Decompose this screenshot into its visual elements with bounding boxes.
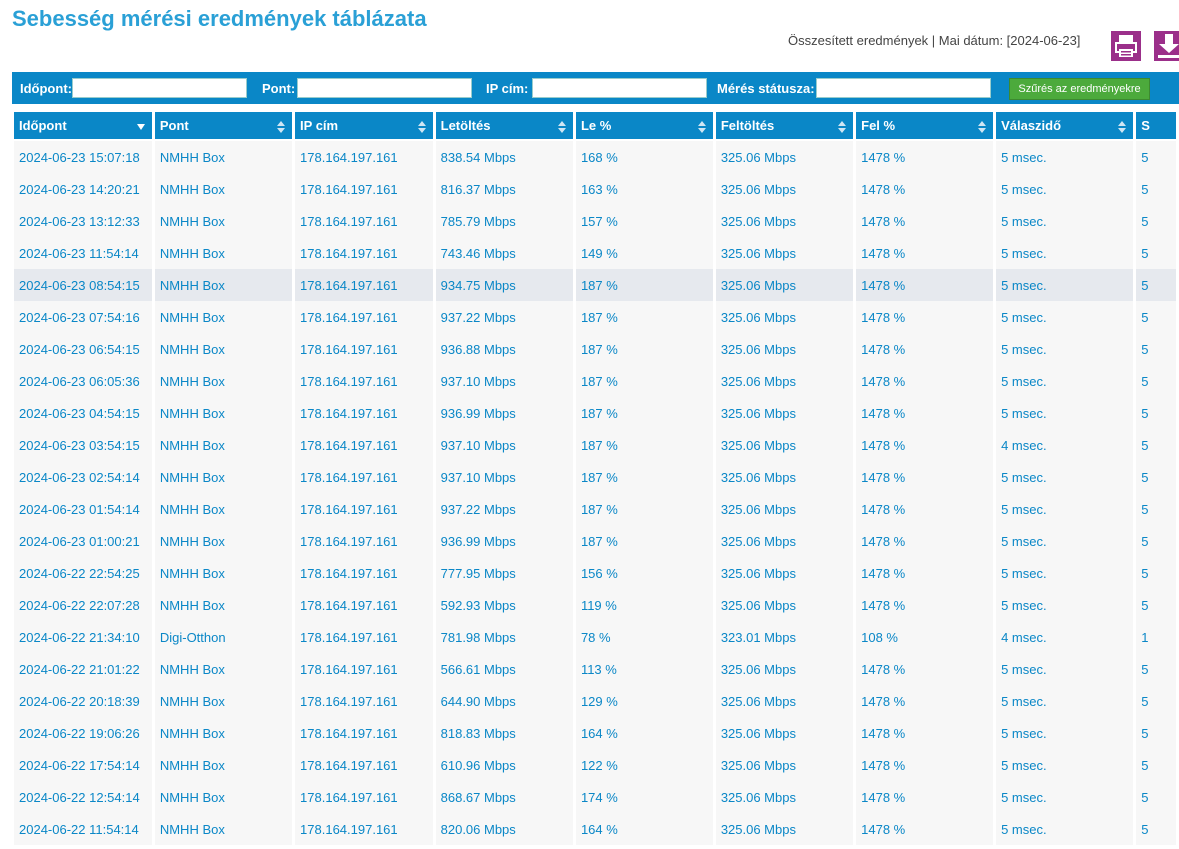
table-row[interactable] [14,717,1176,749]
column-header-label: Válaszidő [1001,118,1062,133]
cell-upload: 325.06 Mbps [716,813,853,845]
cell-status: 5 [1136,429,1176,461]
cell-upload: 325.06 Mbps [716,141,853,173]
cell-download: 936.88 Mbps [436,333,573,365]
table-row[interactable] [14,141,1176,173]
filter-ip-input[interactable] [532,78,707,98]
column-header-status[interactable] [1136,112,1176,141]
cell-status: 5 [1136,749,1176,781]
cell-ip: 178.164.197.161 [295,589,433,621]
cell-up-pct: 1478 % [856,173,993,205]
cell-status: 5 [1136,333,1176,365]
cell-latency: 5 msec. [996,269,1133,301]
table-row[interactable] [14,237,1176,269]
cell-ip: 178.164.197.161 [295,269,433,301]
cell-upload: 325.06 Mbps [716,557,853,589]
table-row[interactable] [14,429,1176,461]
sort-arrows-icon[interactable] [837,120,847,134]
cell-upload: 325.06 Mbps [716,173,853,205]
download-icon[interactable] [1153,30,1179,62]
cell-latency: 4 msec. [996,429,1133,461]
cell-down-pct: 187 % [576,493,713,525]
cell-latency: 5 msec. [996,525,1133,557]
cell-latency: 5 msec. [996,685,1133,717]
cell-down-pct: 187 % [576,365,713,397]
cell-time: 2024-06-23 02:54:14 [14,461,152,493]
cell-ip: 178.164.197.161 [295,365,433,397]
cell-ip: 178.164.197.161 [295,173,433,205]
cell-up-pct: 1478 % [856,653,993,685]
cell-status: 5 [1136,781,1176,813]
cell-up-pct: 1478 % [856,461,993,493]
cell-status: 5 [1136,301,1176,333]
cell-download: 566.61 Mbps [436,653,573,685]
cell-down-pct: 156 % [576,557,713,589]
cell-download: 610.96 Mbps [436,749,573,781]
cell-time: 2024-06-23 04:54:15 [14,397,152,429]
cell-status: 5 [1136,525,1176,557]
cell-down-pct: 119 % [576,589,713,621]
column-header-up-pct[interactable] [856,112,993,141]
cell-down-pct: 168 % [576,141,713,173]
cell-ip: 178.164.197.161 [295,237,433,269]
cell-down-pct: 187 % [576,397,713,429]
cell-download: 937.10 Mbps [436,429,573,461]
cell-status: 5 [1136,365,1176,397]
sort-arrows-icon[interactable] [977,120,987,134]
table-row[interactable] [14,269,1176,301]
cell-download: 936.99 Mbps [436,525,573,557]
cell-latency: 5 msec. [996,781,1133,813]
cell-point: NMHH Box [155,237,292,269]
cell-time: 2024-06-23 03:54:15 [14,429,152,461]
cell-point: NMHH Box [155,717,292,749]
cell-download: 785.79 Mbps [436,205,573,237]
table-row[interactable] [14,653,1176,685]
cell-time: 2024-06-23 08:54:15 [14,269,152,301]
table-row[interactable] [14,525,1176,557]
cell-ip: 178.164.197.161 [295,749,433,781]
cell-up-pct: 1478 % [856,557,993,589]
cell-time: 2024-06-23 14:20:21 [14,173,152,205]
cell-upload: 325.06 Mbps [716,333,853,365]
column-header-label: Le % [580,118,612,133]
cell-time: 2024-06-22 17:54:14 [14,749,152,781]
cell-down-pct: 164 % [576,813,713,845]
table-row[interactable] [14,557,1176,589]
cell-upload: 325.06 Mbps [716,781,853,813]
cell-download: 936.99 Mbps [436,397,573,429]
cell-ip: 178.164.197.161 [295,493,433,525]
cell-ip: 178.164.197.161 [295,717,433,749]
cell-ip: 178.164.197.161 [295,781,433,813]
table-row[interactable] [14,397,1176,429]
cell-upload: 325.06 Mbps [716,301,853,333]
cell-time: 2024-06-23 15:07:18 [14,141,152,173]
cell-upload: 325.06 Mbps [716,749,853,781]
cell-point: NMHH Box [155,333,292,365]
column-header-label: S [1141,118,1150,133]
cell-status: 5 [1136,173,1176,205]
cell-latency: 5 msec. [996,237,1133,269]
column-header-label: Fel % [861,118,896,133]
cell-ip: 178.164.197.161 [295,205,433,237]
cell-down-pct: 187 % [576,525,713,557]
cell-ip: 178.164.197.161 [295,813,433,845]
cell-download: 937.10 Mbps [436,365,573,397]
cell-point: NMHH Box [155,173,292,205]
cell-point: NMHH Box [155,205,292,237]
cell-status: 5 [1136,237,1176,269]
cell-down-pct: 129 % [576,685,713,717]
page-title: Sebesség mérési eredmények táblázata [12,6,427,31]
table-header-row [14,112,1176,141]
cell-time: 2024-06-22 22:07:28 [14,589,152,621]
cell-down-pct: 157 % [576,205,713,237]
cell-upload: 325.06 Mbps [716,717,853,749]
cell-point: NMHH Box [155,749,292,781]
filter-point-input[interactable] [297,78,472,98]
sort-arrows-icon[interactable] [557,120,567,134]
table-row[interactable] [14,461,1176,493]
cell-time: 2024-06-22 22:54:25 [14,557,152,589]
cell-time: 2024-06-23 01:54:14 [14,493,152,525]
table-row[interactable] [14,781,1176,813]
cell-download: 820.06 Mbps [436,813,573,845]
cell-latency: 5 msec. [996,653,1133,685]
cell-time: 2024-06-22 19:06:26 [14,717,152,749]
cell-status: 5 [1136,557,1176,589]
cell-latency: 5 msec. [996,301,1133,333]
table-row[interactable] [14,621,1176,653]
cell-point: NMHH Box [155,461,292,493]
cell-up-pct: 1478 % [856,493,993,525]
column-header-point[interactable] [155,112,292,141]
cell-time: 2024-06-22 11:54:14 [14,813,152,845]
column-header-latency[interactable] [996,112,1133,141]
cell-up-pct: 1478 % [856,813,993,845]
cell-upload: 323.01 Mbps [716,621,853,653]
cell-upload: 325.06 Mbps [716,589,853,621]
table-row[interactable] [14,749,1176,781]
cell-down-pct: 78 % [576,621,713,653]
cell-up-pct: 1478 % [856,205,993,237]
cell-status: 5 [1136,397,1176,429]
cell-point: NMHH Box [155,269,292,301]
sort-arrows-icon[interactable] [697,120,707,134]
column-header-label: Feltöltés [720,118,775,133]
cell-up-pct: 1478 % [856,237,993,269]
column-header-down-pct[interactable] [576,112,713,141]
cell-upload: 325.06 Mbps [716,397,853,429]
cell-time: 2024-06-23 06:54:15 [14,333,152,365]
cell-latency: 4 msec. [996,621,1133,653]
cell-down-pct: 187 % [576,269,713,301]
cell-latency: 5 msec. [996,813,1133,845]
cell-status: 1 [1136,621,1176,653]
cell-point: NMHH Box [155,685,292,717]
column-header-label: Letöltés [440,118,491,133]
filter-status-input[interactable] [816,78,991,98]
filter-time-label: Időpont: [20,81,72,96]
cell-upload: 325.06 Mbps [716,685,853,717]
cell-latency: 5 msec. [996,397,1133,429]
results-table [12,112,1179,845]
cell-down-pct: 164 % [576,717,713,749]
cell-upload: 325.06 Mbps [716,429,853,461]
table-body [14,141,1176,845]
cell-time: 2024-06-22 12:54:14 [14,781,152,813]
cell-latency: 5 msec. [996,493,1133,525]
cell-up-pct: 1478 % [856,685,993,717]
cell-ip: 178.164.197.161 [295,525,433,557]
filter-ip-label: IP cím: [486,81,529,96]
cell-time: 2024-06-23 11:54:14 [14,237,152,269]
column-header-label: Pont [159,118,189,133]
cell-point: Digi-Otthon [155,621,292,653]
cell-point: NMHH Box [155,813,292,845]
cell-up-pct: 1478 % [856,365,993,397]
cell-upload: 325.06 Mbps [716,237,853,269]
cell-upload: 325.06 Mbps [716,269,853,301]
cell-download: 592.93 Mbps [436,589,573,621]
cell-latency: 5 msec. [996,461,1133,493]
cell-ip: 178.164.197.161 [295,301,433,333]
cell-ip: 178.164.197.161 [295,461,433,493]
cell-download: 937.22 Mbps [436,493,573,525]
cell-up-pct: 1478 % [856,749,993,781]
column-header-label: IP cím [300,118,339,133]
cell-down-pct: 187 % [576,429,713,461]
column-header-time[interactable] [14,112,152,141]
column-header-download[interactable] [436,112,573,141]
cell-point: NMHH Box [155,781,292,813]
cell-down-pct: 113 % [576,653,713,685]
cell-status: 5 [1136,813,1176,845]
cell-point: NMHH Box [155,557,292,589]
cell-time: 2024-06-22 21:34:10 [14,621,152,653]
cell-time: 2024-06-23 01:00:21 [14,525,152,557]
table-row[interactable] [14,301,1176,333]
cell-time: 2024-06-22 20:18:39 [14,685,152,717]
filter-submit-button[interactable]: Szűrés az eredményekre [1009,78,1150,100]
table-row[interactable] [14,365,1176,397]
cell-latency: 5 msec. [996,365,1133,397]
cell-up-pct: 1478 % [856,589,993,621]
cell-status: 5 [1136,493,1176,525]
printer-icon[interactable] [1110,30,1142,62]
column-header-ip[interactable] [295,112,433,141]
cell-down-pct: 149 % [576,237,713,269]
summary-date: Összesített eredmények | Mai dátum: [2024-06-23] [788,33,1081,48]
cell-ip: 178.164.197.161 [295,397,433,429]
sort-arrows-icon[interactable] [417,120,427,134]
sort-down-icon[interactable] [136,120,146,134]
filter-time-input[interactable] [72,78,247,98]
cell-point: NMHH Box [155,429,292,461]
cell-download: 937.10 Mbps [436,461,573,493]
cell-status: 5 [1136,141,1176,173]
cell-upload: 325.06 Mbps [716,461,853,493]
cell-ip: 178.164.197.161 [295,141,433,173]
cell-download: 934.75 Mbps [436,269,573,301]
filter-status-label: Mérés státusza: [717,81,815,96]
cell-point: NMHH Box [155,301,292,333]
cell-download: 937.22 Mbps [436,301,573,333]
cell-up-pct: 1478 % [856,525,993,557]
cell-upload: 325.06 Mbps [716,493,853,525]
column-header-upload[interactable] [716,112,853,141]
cell-ip: 178.164.197.161 [295,621,433,653]
cell-down-pct: 187 % [576,333,713,365]
cell-ip: 178.164.197.161 [295,653,433,685]
cell-latency: 5 msec. [996,141,1133,173]
cell-up-pct: 1478 % [856,397,993,429]
sort-arrows-icon[interactable] [1117,120,1127,134]
cell-upload: 325.06 Mbps [716,653,853,685]
column-header-label: Időpont [19,118,67,133]
filter-bar [12,72,1179,104]
cell-ip: 178.164.197.161 [295,557,433,589]
cell-ip: 178.164.197.161 [295,429,433,461]
cell-up-pct: 1478 % [856,781,993,813]
cell-download: 777.95 Mbps [436,557,573,589]
cell-latency: 5 msec. [996,717,1133,749]
cell-latency: 5 msec. [996,557,1133,589]
cell-up-pct: 1478 % [856,301,993,333]
cell-status: 5 [1136,653,1176,685]
cell-point: NMHH Box [155,141,292,173]
cell-up-pct: 108 % [856,621,993,653]
cell-status: 5 [1136,269,1176,301]
cell-up-pct: 1478 % [856,333,993,365]
cell-download: 838.54 Mbps [436,141,573,173]
cell-point: NMHH Box [155,525,292,557]
cell-status: 5 [1136,717,1176,749]
cell-status: 5 [1136,685,1176,717]
cell-down-pct: 187 % [576,461,713,493]
cell-up-pct: 1478 % [856,429,993,461]
cell-status: 5 [1136,461,1176,493]
cell-download: 781.98 Mbps [436,621,573,653]
cell-up-pct: 1478 % [856,141,993,173]
cell-latency: 5 msec. [996,173,1133,205]
table-row[interactable] [14,333,1176,365]
cell-download: 644.90 Mbps [436,685,573,717]
cell-point: NMHH Box [155,397,292,429]
cell-latency: 5 msec. [996,589,1133,621]
cell-time: 2024-06-23 06:05:36 [14,365,152,397]
cell-down-pct: 174 % [576,781,713,813]
cell-point: NMHH Box [155,589,292,621]
cell-download: 743.46 Mbps [436,237,573,269]
cell-status: 5 [1136,589,1176,621]
cell-point: NMHH Box [155,493,292,525]
cell-time: 2024-06-23 13:12:33 [14,205,152,237]
cell-download: 818.83 Mbps [436,717,573,749]
table-row[interactable] [14,589,1176,621]
cell-up-pct: 1478 % [856,269,993,301]
table-row[interactable] [14,685,1176,717]
cell-up-pct: 1478 % [856,717,993,749]
cell-time: 2024-06-22 21:01:22 [14,653,152,685]
results-table-container [12,112,1179,849]
cell-down-pct: 187 % [576,301,713,333]
filter-point-label: Pont: [262,81,296,96]
table-row[interactable] [14,173,1176,205]
cell-status: 5 [1136,205,1176,237]
table-row[interactable] [14,205,1176,237]
sort-arrows-icon[interactable] [276,120,286,134]
table-row[interactable] [14,493,1176,525]
cell-down-pct: 163 % [576,173,713,205]
cell-ip: 178.164.197.161 [295,685,433,717]
cell-upload: 325.06 Mbps [716,525,853,557]
cell-time: 2024-06-23 07:54:16 [14,301,152,333]
cell-upload: 325.06 Mbps [716,205,853,237]
cell-download: 868.67 Mbps [436,781,573,813]
cell-upload: 325.06 Mbps [716,365,853,397]
cell-point: NMHH Box [155,365,292,397]
cell-latency: 5 msec. [996,205,1133,237]
cell-down-pct: 122 % [576,749,713,781]
cell-point: NMHH Box [155,653,292,685]
cell-latency: 5 msec. [996,333,1133,365]
cell-latency: 5 msec. [996,749,1133,781]
cell-ip: 178.164.197.161 [295,333,433,365]
table-row[interactable] [14,813,1176,845]
cell-download: 816.37 Mbps [436,173,573,205]
